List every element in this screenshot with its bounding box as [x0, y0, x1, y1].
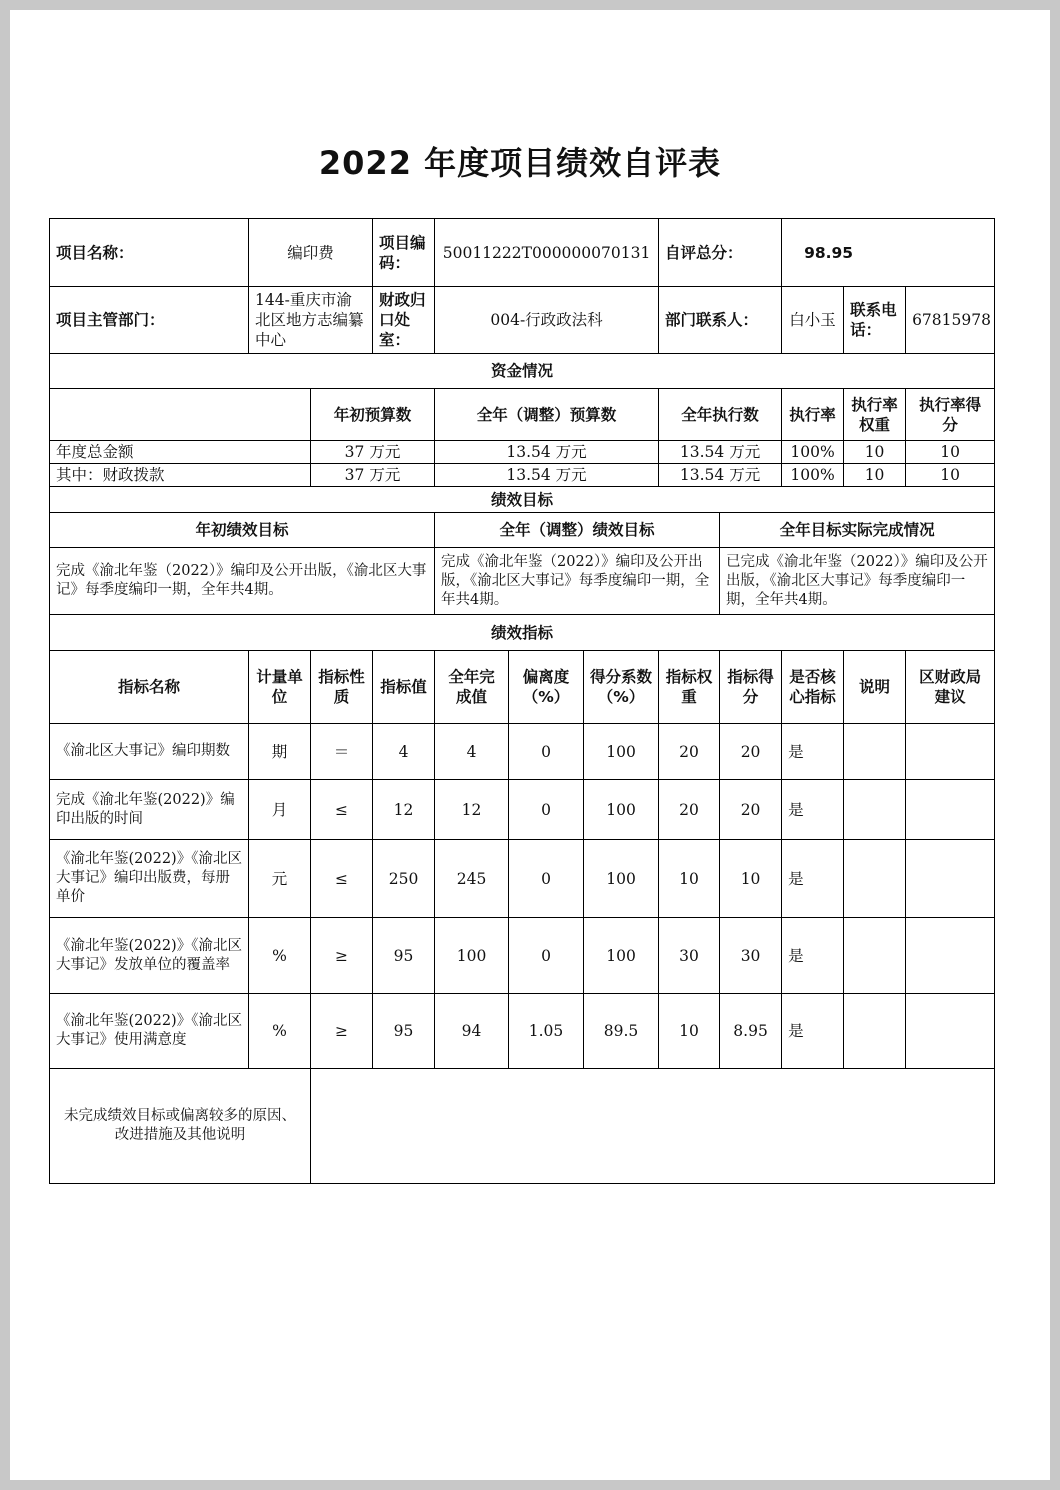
indicator-cell: 月: [249, 780, 311, 840]
finance-office-value: 004-行政政法科: [435, 287, 659, 354]
phone-label: 联系电话：: [844, 287, 906, 354]
indicator-cell: ≤: [311, 840, 373, 918]
indicator-header: 区财政局建议: [906, 651, 995, 724]
funds-cell: 37 万元: [311, 441, 435, 464]
indicator-cell: [906, 780, 995, 840]
indicator-name: 《渝北年鉴(2022)》《渝北区大事记》使用满意度: [50, 994, 249, 1069]
indicator-cell: 30: [720, 918, 782, 994]
indicator-cell: 20: [659, 780, 720, 840]
indicator-cell: 20: [659, 724, 720, 780]
dept-value: 144-重庆市渝北区地方志编纂中心: [249, 287, 373, 354]
funds-header: 年初预算数: [311, 389, 435, 441]
page-title: 2022 年度项目绩效自评表: [318, 144, 722, 182]
funds-cell: 100%: [782, 441, 844, 464]
phone-value: 67815978: [906, 287, 995, 354]
table-row: [50, 840, 995, 918]
funds-cell: 10: [844, 441, 906, 464]
funds-header: 执行率权重: [844, 389, 906, 441]
goals-header: 年初绩效目标: [50, 513, 435, 548]
indicator-cell: 100: [584, 918, 659, 994]
indicator-cell: [844, 840, 906, 918]
indicator-header: 指标得分: [720, 651, 782, 724]
goal-actual: 已完成《渝北年鉴（2022）》编印及公开出版，《渝北区大事记》每季度编印一期，全年共4期。: [720, 548, 995, 615]
indicator-cell: ≤: [311, 780, 373, 840]
indicator-cell: 100: [435, 918, 509, 994]
funds-row-label: 年度总金额: [50, 441, 311, 464]
table-row: [50, 724, 995, 780]
funds-header: 全年执行数: [659, 389, 782, 441]
indicator-cell: [844, 780, 906, 840]
indicator-name: 完成《渝北年鉴(2022)》编印出版的时间: [50, 780, 249, 840]
indicator-header: 指标值: [373, 651, 435, 724]
indicator-cell: ≥: [311, 918, 373, 994]
indicator-header: 偏离度（%）: [509, 651, 584, 724]
indicator-cell: 元: [249, 840, 311, 918]
project-name-label: 项目名称：: [50, 219, 249, 287]
indicator-cell: 0: [509, 724, 584, 780]
indicator-cell: 245: [435, 840, 509, 918]
goals-header: 全年目标实际完成情况: [720, 513, 995, 548]
goals-header: 全年（调整）绩效目标: [435, 513, 720, 548]
indicator-cell: 100: [584, 840, 659, 918]
indicator-cell: 10: [659, 840, 720, 918]
funds-cell: 10: [906, 464, 995, 487]
indicator-cell: 期: [249, 724, 311, 780]
funds-header: 执行率得分: [906, 389, 995, 441]
indicator-cell: 250: [373, 840, 435, 918]
funds-row-label: 其中：财政拨款: [50, 464, 311, 487]
project-name: 编印费: [249, 219, 373, 287]
indicator-cell: 1.05: [509, 994, 584, 1069]
indicator-header: 指标权重: [659, 651, 720, 724]
finance-office-label: 财政归口处室：: [373, 287, 435, 354]
table-row: [50, 780, 995, 840]
indicator-header: 说明: [844, 651, 906, 724]
indicator-cell: [844, 724, 906, 780]
remarks-label: 未完成绩效目标或偏离较多的原因、改进措施及其他说明: [50, 1069, 311, 1184]
funds-cell: 13.54 万元: [435, 441, 659, 464]
indicator-cell: 100: [584, 780, 659, 840]
indicator-cell: ≥: [311, 994, 373, 1069]
indicator-cell: 0: [509, 780, 584, 840]
funds-cell: 13.54 万元: [435, 464, 659, 487]
funds-cell: 13.54 万元: [659, 464, 782, 487]
indicator-cell: 是: [782, 840, 844, 918]
table-row: [50, 918, 995, 994]
contact-label: 部门联系人：: [659, 287, 782, 354]
indicator-name: 《渝北年鉴(2022)》《渝北区大事记》发放单位的覆盖率: [50, 918, 249, 994]
indicator-cell: 4: [435, 724, 509, 780]
goals-section-title: 绩效目标: [50, 487, 995, 513]
indicator-header: 指标性质: [311, 651, 373, 724]
indicator-cell: 94: [435, 994, 509, 1069]
funds-cell: 37 万元: [311, 464, 435, 487]
funds-section-title: 资金情况: [50, 354, 995, 389]
project-code-label: 项目编码：: [373, 219, 435, 287]
indicator-cell: %: [249, 918, 311, 994]
indicator-cell: 100: [584, 724, 659, 780]
indicators-section-title: 绩效指标: [50, 615, 995, 651]
indicator-cell: 10: [720, 840, 782, 918]
dept-label: 项目主管部门：: [50, 287, 249, 354]
funds-cell: 100%: [782, 464, 844, 487]
goal-adjusted: 完成《渝北年鉴（2022）》编印及公开出版，《渝北区大事记》每季度编印一期，全年共4期。: [435, 548, 720, 615]
indicator-cell: [906, 994, 995, 1069]
indicator-name: 《渝北区大事记》编印期数: [50, 724, 249, 780]
remarks-value: [311, 1069, 995, 1184]
indicator-cell: 89.5: [584, 994, 659, 1069]
contact-value: 白小玉: [782, 287, 844, 354]
indicator-header: 得分系数（%）: [584, 651, 659, 724]
indicator-cell: 4: [373, 724, 435, 780]
funds-header-blank: [50, 389, 311, 441]
indicator-cell: 12: [373, 780, 435, 840]
indicator-cell: ＝: [311, 724, 373, 780]
indicator-cell: 8.95: [720, 994, 782, 1069]
indicator-cell: 是: [782, 918, 844, 994]
indicator-cell: 是: [782, 994, 844, 1069]
indicator-cell: 12: [435, 780, 509, 840]
indicator-cell: %: [249, 994, 311, 1069]
indicator-cell: 95: [373, 994, 435, 1069]
indicator-cell: [844, 994, 906, 1069]
evaluation-table: [49, 218, 995, 1184]
indicator-cell: 30: [659, 918, 720, 994]
indicator-header: 是否核心指标: [782, 651, 844, 724]
indicator-cell: [844, 918, 906, 994]
project-code: 50011222T000000070131: [435, 219, 659, 287]
indicator-cell: 10: [659, 994, 720, 1069]
indicator-cell: 20: [720, 780, 782, 840]
indicator-header: 指标名称: [50, 651, 249, 724]
indicator-cell: [906, 918, 995, 994]
indicator-cell: 是: [782, 780, 844, 840]
indicator-cell: 0: [509, 840, 584, 918]
indicator-cell: 95: [373, 918, 435, 994]
indicator-cell: [906, 724, 995, 780]
goal-initial: 完成《渝北年鉴（2022）》编印及公开出版，《渝北区大事记》每季度编印一期，全年共4期。: [50, 548, 435, 615]
indicator-name: 《渝北年鉴(2022)》《渝北区大事记》编印出版费，每册单价: [50, 840, 249, 918]
indicator-cell: 20: [720, 724, 782, 780]
self-score: 98.95: [782, 219, 995, 287]
self-score-label: 自评总分：: [659, 219, 782, 287]
funds-cell: 10: [844, 464, 906, 487]
indicator-cell: 是: [782, 724, 844, 780]
indicator-header: 全年完成值: [435, 651, 509, 724]
funds-header: 执行率: [782, 389, 844, 441]
funds-cell: 10: [906, 441, 995, 464]
funds-header: 全年（调整）预算数: [435, 389, 659, 441]
indicator-header: 计量单位: [249, 651, 311, 724]
table-row: [50, 994, 995, 1069]
indicator-cell: [906, 840, 995, 918]
indicator-cell: 0: [509, 918, 584, 994]
funds-cell: 13.54 万元: [659, 441, 782, 464]
